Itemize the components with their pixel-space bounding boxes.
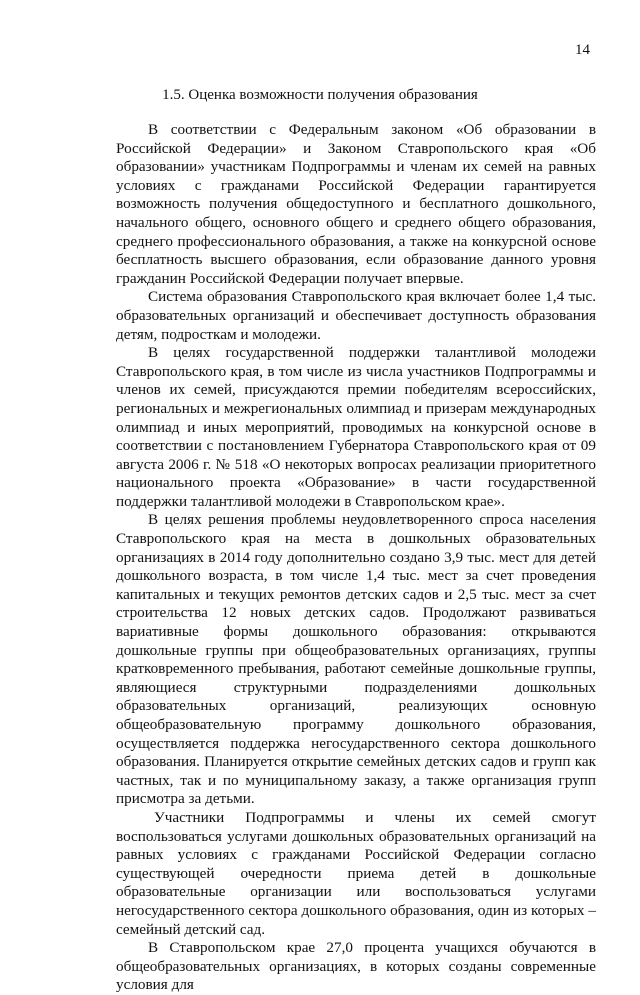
page-number: 14: [575, 42, 590, 58]
paragraph-talented-youth: В целях государственной поддержки талантливой молодежи Ставропольского края, в том числе из числа участников Подпрограммы и членов их семей, присуждаются премии победителям всероссийских, региональных и межрегиональных олимпиад и призерам международных олимпиад и иных мероприятий, проводимых на конкурсной основе в соответствии с постановлением Губернатора Ставропольского края от 09 августа 2006 г. № 518 «О некоторых вопросах реализации приоритетного национального проекта «Образование» в части государственной поддержки талантливой молодежи в Ставропольском крае».: [116, 344, 596, 510]
paragraph-education-rights: В соответствии с Федеральным законом «Об образовании в Российской Федерации» и Законом Ставропольского края «Об образовании» участникам Подпрограммы и членам их семей на равных условиях с гражданами Российской Федерации гарантируется возможность получения общедоступного и бесплатного дошкольного, начального общего, основного общего и среднего общего образования, среднего профессионального образования, а также на конкурсной основе бесплатность высшего образования, если образование данного уровня гражданин Российской Федерации получает впервые.: [116, 121, 596, 287]
section-heading: 1.5. Оценка возможности получения образования: [162, 87, 478, 103]
paragraph-preschool-access: Участники Подпрограммы и члены их семей смогут воспользоваться услугами дошкольных образовательных организаций на равных условиях с гражданами Российской Федерации согласно существующей очередности приема детей в дошкольные образовательные организации или воспользоваться услугами негосударственного сектора дошкольного образования, один из которых – семейный детский сад.: [116, 808, 596, 938]
body-text: [116, 121, 596, 995]
paragraph-preschool-places: В целях решения проблемы неудовлетворенного спроса населения Ставропольского края на места в дошкольных образовательных организациях в 2014 году дополнительно создано 3,9 тыс. мест для детей дошкольного возраста, в том числе 1,4 тыс. мест за счет проведения капитальных и текущих ремонтов детских садов и 2,5 тыс. мест за счет строительства 12 новых детских садов. Продолжают развиваться вариативные формы дошкольного образования: открываются дошкольные группы при общеобразовательных организациях, группы кратковременного пребывания, работают семейные дошкольные группы, являющиеся структурными подразделениями дошкольных образовательных организаций, реализующих основную общеобразовательную программу дошкольного образования, осуществляется поддержка негосударственного сектора дошкольного образования. Планируется открытие семейных детских садов и групп как частных, так и по муниципальному заказу, а также организация групп присмотра за детьми.: [116, 511, 596, 808]
paragraph-general-education: В Ставропольском крае 27,0 процента учащихся обучаются в общеобразовательных организациях, в которых созданы современные условия для: [116, 939, 596, 994]
paragraph-education-system: Система образования Ставропольского края включает более 1,4 тыс. образовательных организаций и обеспечивает доступность образования детям, подросткам и молодежи.: [116, 288, 596, 343]
